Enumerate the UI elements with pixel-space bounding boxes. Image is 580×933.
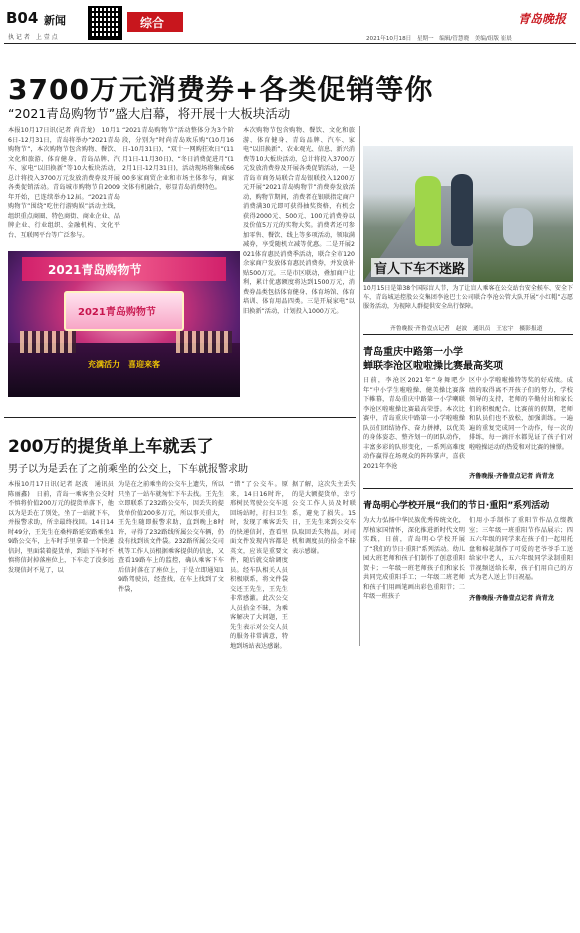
bag-rule (4, 417, 356, 418)
bag-col-2: 为是在之前乘坐的公交车上遗失，所以只坐了一站车就匆忙下车去找。王先生立即联系了232路公交车，因丢失的提货单价值200多万元，所以事关重大，王先生随即报警求助，直到晚上8时许，寻得了232路线所属公交车辆，仍没有找到该文件袋。232路所属公交司机等工作人员根据乘客提供的信息，又查看19路车上的监控，确认乘客下车后信封落在了座位上，于是立即通知19路驾驶员，经查找，在车上找到了文件袋， (118, 481, 224, 593)
stage-screen-text: 2021青岛购物节 (78, 307, 156, 318)
main-col-2: “2021青岛购物节”活动整体分为3个阶段，分别为“时尚青岛欢乐购”(10月16日-10月31日)、“双十一网购狂欢日”(11月1日-11月30日)、“冬日消费促进月”(12月1日-12月31日)，活动现场将集成6600多家商贸企业和市场主体参与，商家文体有机融合，彰显青岛消费特色。 (122, 127, 234, 191)
main-headline: 3700万元消费券+各类促销等你 (8, 73, 434, 106)
main-col-1: 本报10月17日讯(记者 尚青龙) 10月16日-12月31日，青岛将举办“2021青岛购物节”，本次购物节包含购物、餐饮、文化和旅游、体育健身、青岛品牌、汽车、家电“以旧换新”等10大板块活动，总计将投入3700万元发放消费券及开展各类促销活动。青岛城市购物节自2009年开始，已连续举办12届。“2021青岛购物节”围绕“吃住行游购娱”活动主线，组织重点商圈、特色商街、商业企业、品牌企业、行业组织、金融机构、文化平台、互联网平台等广泛参与。 (8, 127, 120, 239)
page-header (0, 0, 580, 44)
section-name: 新闻 (44, 14, 66, 27)
side-caption: 10月15日是第38个国际盲人节，为了让盲人乘客在公交站台安全候车、安全下车，青岛城运控股公交集团李沧巴士公司联合李沧公管大队开展“小红帽”志愿服务活动，为视障人群提供安全出行保障。 (363, 285, 573, 310)
school-credit: 齐鲁晚报·齐鲁壹点记者 尚青龙 (469, 473, 554, 480)
editor-line: 执 记 者 上 壹 点 (8, 34, 58, 41)
side-rule-1 (363, 334, 573, 335)
school-col-left: 日前，李沧区2021年“身舞吧少年”中小学生啦啦操、健美操比赛落下帷幕，青岛重庆中路第一小学喇联李沧区啦啦操比赛最高荣誉。本次比赛中，青岛重庆中路第一小学啦啦操队员们团结协作、奋力拼搏，以优美的身体姿态、整齐划一的团队动作，丰富多彩的队形变化，一系列高难度动作赢得在场观众的阵阵掌声，喜获2021年李沧 (363, 377, 465, 470)
category-label: 综合 (140, 16, 165, 30)
blind-passenger-photo (363, 146, 573, 282)
masthead-logo: 青岛晚报 (518, 12, 567, 26)
shopping-festival-photo (8, 251, 240, 397)
officer-figure (451, 174, 473, 246)
date-line: 2021年10月18日 星期一 编辑/管慧晓 美编/组版 崔晨 (366, 36, 512, 42)
main-col-3: 本次购物节包含购物、餐饮、文化和旅游、体育健身、青岛品牌、汽车、家电“以旧换新”、农业观光、信息、新兴消费等10大板块活动，总计将投入3700万元发放消费券及开展各类促销活动，一是青岛市商务局联合青岛银联投入1200万元开展“2021青岛购物节”消费券发放活动，购物节期间，消费者在银联指定商户消费满30元即可获得抽奖资格，有机会获得2000元、500元、100元消费券以及价值5万元的实物大奖。消费者还可参加零售、餐饮、线上等多项活动，领取满减券，享受随机立减等优惠。二是开展2021体育惠民消费季活动，联合全市120余家商户发放体育惠民消费券，并发放补贴500万元。三是市区联动，叠加商户让利，累计优惠额度将达到1500万元，消费券品类包括体育健身、体育场馆、体育培训、体育用品四类。三是开展家电“以旧换新”活动，计划投入1000万元。 (243, 127, 355, 315)
qr-code-icon (88, 6, 122, 40)
stage-slogan: 充满活力 喜迎来客 (88, 360, 160, 369)
side-credit: 齐鲁晚报·齐鲁壹点记者 赵波 通讯员 王宏宇 摄影报道 (390, 326, 543, 332)
bag-subheadline: 男子以为是丢在了之前乘坐的公交上，下车就报警求助 (8, 464, 248, 475)
bag-col-1: 本报10月17日讯(记者 赵波 通讯员 陈丽鑫) 日前，青岛一乘客坐公交时不慎将价值200万元的提货单落下，他以为是丢在了别处，坐了一站就下车，并报警求助，所幸最终找回。14日14时49分，王先生在桑梓路延安路乘坐19路公交车，上车时手里拿着一个快递信封，里面装着提货单，到站下车时不慎将信封掉落座位上，下车走了没多远发现信封不见了，以 (8, 481, 114, 574)
column-separator (359, 126, 360, 646)
xi-col-right: 们用小手制作了重阳节作品点缀教室；三年级一班重阳节作品展示；四五六年级的同学来在孩子们一起用托盘和棉花制作了可爱的老爷爷手工送给家中老人，五六年级同学录制重阳节视频送给长辈，孩子们用自己的方式为老人送上节日祝福。 (469, 517, 573, 581)
crouching-figure (503, 208, 533, 246)
main-subheadline: “2021青岛购物节”盛大启幕，将开展十大板块活动 (8, 106, 291, 121)
side-rule-2 (363, 488, 573, 489)
bag-col-3: “错”了公交车。原来，14日16时许，邢树民驾驶公交车返回场站时，打扫卫生时，发现了乘客丢失的快递信封，查看里面文件发现内容都是英文，应该是重要文件，随后就交给调度员。经车队相关人员积极联系，将文件袋交还王先生，王先生非常感激。此次公交人员拾金不昧，为乘客解决了大问题，王先生表示对公交人员的服务非常满意，特地到场站表达感谢。 (230, 481, 288, 650)
presenters-right (176, 331, 232, 353)
bag-col-4: 据了解，这次失主丢失的是大额提货单，幸亏公交工作人员及时联系，避免了损失。15日，王先生来到公交车队取回丢失物品，对司机和调度员的拾金不昧表示感谢。 (292, 481, 356, 555)
xi-title: 青岛明心学校开展“我们的节日·重阳”系列活动 (363, 501, 550, 511)
xi-col-left: 为大力弘扬中华民族优秀传统文化，厚植家国情怀，深化推进新时代文明实践，日前，青岛明心学校开展了“我们的节日·重阳”系列活动。幼儿园大班老师和孩子们制作了创意重阳贺卡；一年级一班老师孩子们和家长共同完成重阳手工；一年级二班老师和孩子们用画笔画出彩色重阳节；二年级一班孩子 (363, 517, 465, 600)
bag-headline: 200万的提货单上车就丢了 (8, 437, 214, 457)
xi-credit: 齐鲁晚报·齐鲁壹点记者 尚青龙 (469, 595, 554, 602)
school-title-2: 蝉联李沧区啦啦操比赛最高奖项 (363, 361, 503, 372)
photo-title: 盲人下车不迷路 (371, 258, 468, 277)
volunteer-figure (415, 176, 441, 246)
page-number: B04 (6, 9, 39, 27)
header-rule (4, 43, 576, 44)
presenters-left (20, 331, 76, 353)
school-title-1: 青岛重庆中路第一小学 (363, 347, 463, 358)
stage-banner-text: 2021青岛购物节 (48, 263, 142, 277)
school-col-right: 区中小学啦啦操特等奖的好成绩。成绩的取得离不开孩子们的努力，学校领导的支持，老师的辛勤付出和家长们的积极配合。比赛前的假期，老师和队员们也不放松，加强训练。一遍遍的重复完成同一个动作，每一次的排练，每一滴汗水都见证了孩子们对啦啦操运动的热爱和对比赛的憧憬。 (469, 377, 573, 451)
